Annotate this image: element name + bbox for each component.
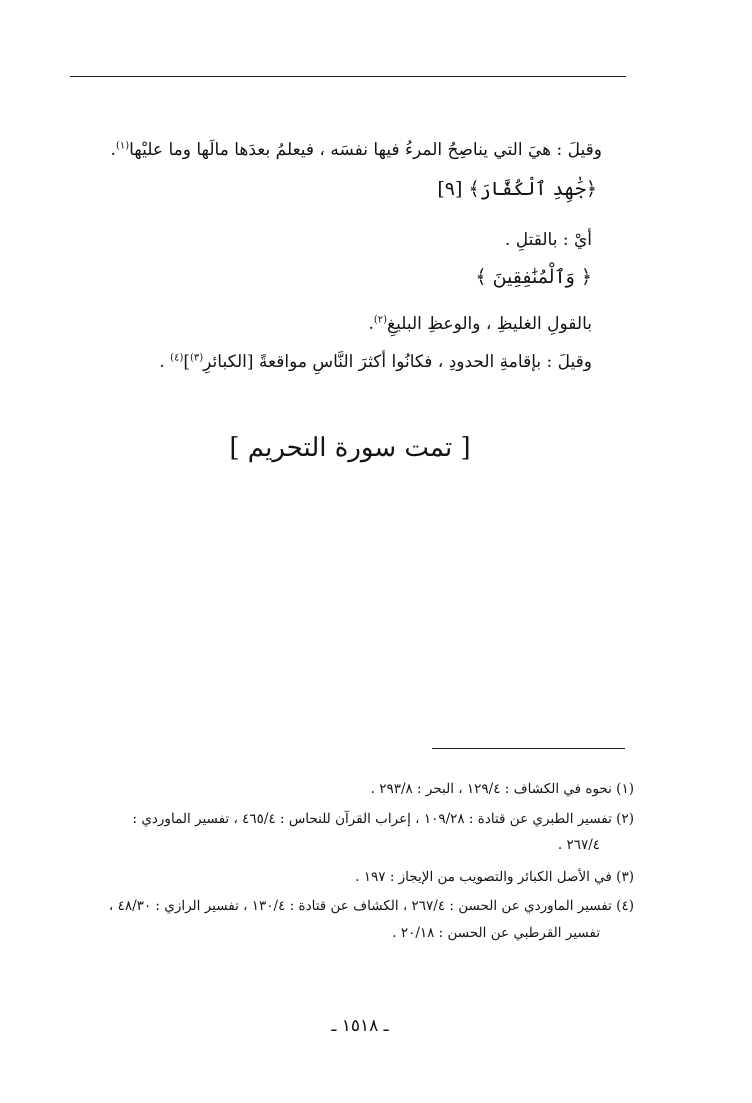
footnote-4: (٤) تفسير الماوردي عن الحسن : ٢٦٧/٤ ، الكشاف عن قتادة : ١٣٠/٤ ، تفسير الرازي : ٤٨/٣٠ ،	[108, 898, 634, 914]
body-line-1	[111, 137, 602, 163]
quran-verse-1	[437, 176, 597, 202]
footnote-1: (١) نحوه في الكشاف : ١٢٩/٤ ، البحر : ٢٩٣/٨ .	[370, 781, 634, 797]
header-rule	[70, 76, 626, 77]
body-line-6-text: وقيلَ : بإقامةِ الحدودِ ، فكانُوا أكثرَ النَّاسِ مواقعةً [الكبائرِ	[203, 352, 592, 372]
quran-verse-2: ﴿ وَٱلْمُنَٰفِقِينَ ﴾	[475, 266, 592, 288]
body-line-1-text: وقيلَ : هيَ التي يناصِحُ المرءُ فيها نفسَه ، فيعلمُ بعدَها مالَها وما عليْها	[129, 140, 602, 160]
page-number: ـ ١٥١٨ ـ	[331, 1016, 389, 1036]
footnote-ref-2[interactable]: (٢)	[373, 314, 388, 326]
body-line-3: أيْ : بالقتلِ .	[504, 230, 592, 250]
footnote-2: (٢) تفسير الطبري عن قتادة : ١٠٩/٢٨ ، إعراب القرآن للنحاس : ٤٦٥/٤ ، تفسير الماوردي :	[132, 811, 634, 827]
surah-end-title: [ تمت سورة التحريم ]	[229, 433, 471, 463]
footnote-3: (٣) في الأصل الكبائر والتصويب من الإيجاز : ١٩٧ .	[355, 869, 634, 885]
body-line-6-end: .	[159, 352, 171, 372]
body-line-6-bracket: ]	[183, 352, 190, 372]
footnote-ref-4[interactable]: (٤)	[170, 352, 184, 364]
body-line-6	[159, 349, 592, 375]
body-line-5-text: بالقولِ الغليظِ ، والوعظِ البليغِ	[387, 314, 592, 334]
footnote-4-cont: تفسير القرطبي عن الحسن : ٢٠/١٨ .	[392, 925, 600, 941]
footnote-ref-3[interactable]: (٣)	[189, 352, 204, 364]
footnote-rule	[432, 748, 625, 749]
quran-verse-1-text: ﴿جَٰهِدِ ٱلْكُفَّارَ﴾	[468, 178, 597, 200]
footnote-2-cont: ٢٦٧/٤ .	[557, 837, 600, 853]
footnote-ref-1[interactable]: (١)	[115, 140, 130, 152]
body-line-1-end: .	[110, 140, 116, 160]
body-line-5	[368, 311, 592, 337]
body-line-5-end: .	[368, 314, 374, 334]
verse-number: [٩]	[437, 178, 463, 200]
